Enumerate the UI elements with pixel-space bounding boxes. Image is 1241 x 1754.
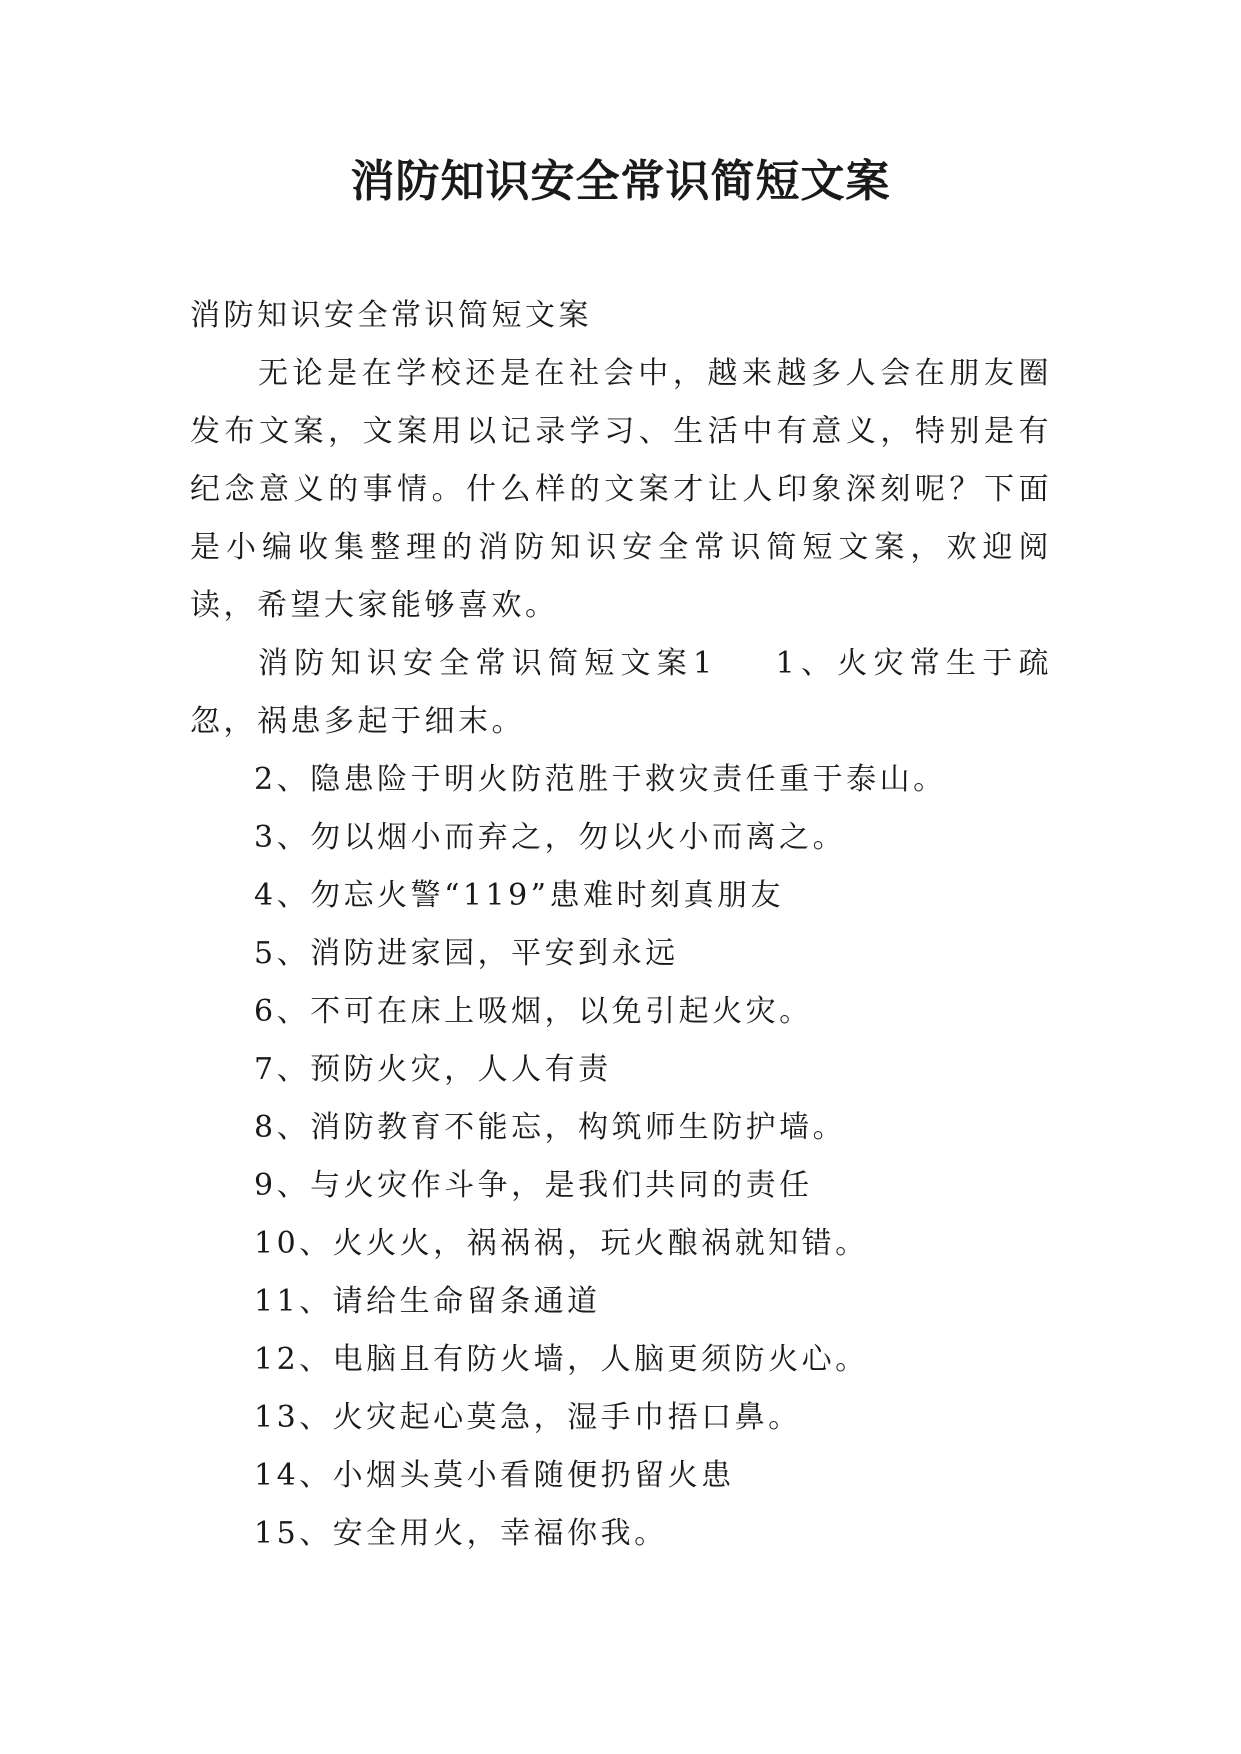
list-item-12: 12、电脑且有防火墙，人脑更须防火心。 bbox=[254, 1342, 869, 1377]
list-item-7: 7、预防火灾，人人有责 bbox=[254, 1052, 612, 1087]
list-item-3: 3、勿以烟小而弃之，勿以火小而离之。 bbox=[254, 820, 847, 855]
list-item-2: 2、隐患险于明火防范胜于救灾责任重于泰山。 bbox=[254, 762, 947, 797]
list-item-5: 5、消防进家园，平安到永远 bbox=[254, 936, 679, 971]
intro-paragraph: 无论是在学校还是在社会中，越来越多人会在朋友圈发布文案，文案用以记录学习、生活中有意义，特别是有纪念意义的事情。什么样的文案才让人印象深刻呢？下面是小编收集整理的消防知识安全常识简短文案，欢迎阅读，希望大家能够喜欢。 bbox=[190, 356, 1052, 623]
list-item-14: 14、小烟头莫小看随便扔留火患 bbox=[254, 1458, 735, 1493]
list-item-10: 10、火火火，祸祸祸，玩火酿祸就知错。 bbox=[254, 1226, 869, 1261]
list-item-8: 8、消防教育不能忘，构筑师生防护墙。 bbox=[254, 1110, 847, 1145]
list-item-1: 1、火灾常生于疏忽，祸患多起于细末。 bbox=[190, 646, 1053, 739]
list-item-4: 4、勿忘火警“119”患难时刻真朋友 bbox=[254, 878, 785, 913]
list-item-11: 11、请给生命留条通道 bbox=[254, 1284, 601, 1319]
list-item-15: 15、安全用火，幸福你我。 bbox=[254, 1516, 668, 1551]
section-paragraph bbox=[190, 635, 1052, 751]
list-item-13: 13、火灾起心莫急，湿手巾捂口鼻。 bbox=[254, 1400, 802, 1435]
document-body bbox=[190, 287, 1052, 1563]
list-item-6: 6、不可在床上吸烟，以免引起火灾。 bbox=[254, 994, 813, 1029]
document-title: 消防知识安全常识简短文案 bbox=[350, 156, 891, 207]
document-subtitle: 消防知识安全常识简短文案 bbox=[190, 298, 592, 333]
section-heading: 消防知识安全常识简短文案1 bbox=[258, 646, 716, 681]
list-item-9: 9、与火灾作斗争，是我们共同的责任 bbox=[254, 1168, 813, 1203]
